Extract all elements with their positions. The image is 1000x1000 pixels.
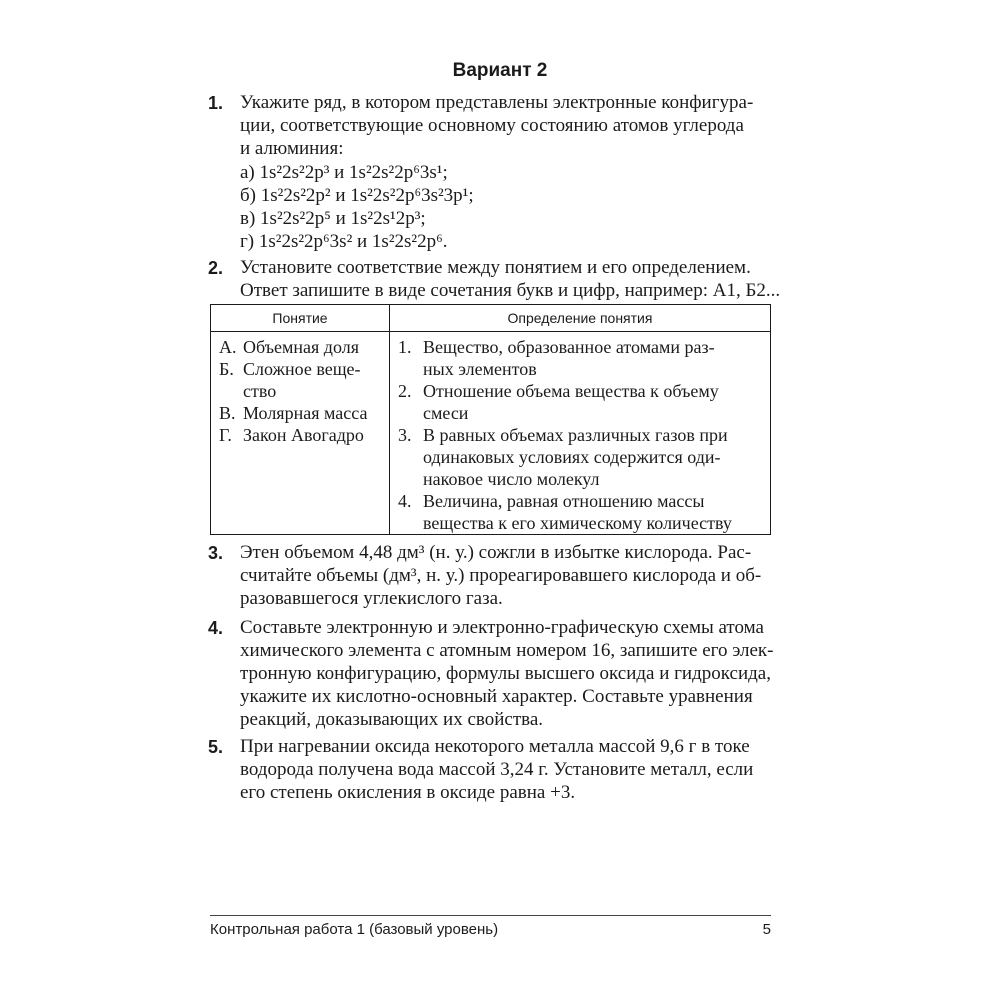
definition-mark: 1. xyxy=(398,337,412,357)
question-3-line: разовавшегося углекислого газа. xyxy=(240,588,503,609)
question-1-number: 1. xyxy=(208,93,224,113)
concept-item xyxy=(219,336,381,358)
question-4-line: химического элемента с атомным номером 16, запишите его элек- xyxy=(240,640,774,661)
definition-mark: 4. xyxy=(398,491,412,511)
definition-item xyxy=(398,490,762,534)
concept-item xyxy=(219,424,381,446)
matching-table xyxy=(210,304,771,535)
definition-line: ных элементов xyxy=(423,359,537,379)
question-1-text xyxy=(240,91,772,160)
question-1-option-b: б) 1s²2s²2p² и 1s²2s²2p⁶3s²3p¹; xyxy=(240,185,474,206)
concept-line: Объемная доля xyxy=(243,337,359,357)
definition-mark: 3. xyxy=(398,425,412,445)
question-1-line: Укажите ряд, в котором представлены электронные конфигура- xyxy=(240,92,754,113)
definitions-list xyxy=(390,332,770,534)
question-3-text xyxy=(240,541,772,610)
definition-item xyxy=(398,424,762,490)
question-3-line: Этен объемом 4,48 дм³ (н. у.) сожгли в избытке кислорода. Рас- xyxy=(240,542,752,563)
question-1-line: и алюминия: xyxy=(240,138,344,159)
question-4-text xyxy=(240,616,772,731)
concepts-list xyxy=(211,332,389,446)
definitions-cell xyxy=(390,332,771,535)
concept-item xyxy=(219,358,381,402)
question-5-line: его степень окисления в оксиде равна +3. xyxy=(240,782,576,803)
question-4-line: тронную конфигурацию, формулы высшего оксида и гидроксида, xyxy=(240,663,771,684)
question-1-line: ции, соответствующие основному состоянию атомов углерода xyxy=(240,115,744,136)
definition-line: В равных объемах различных газов при xyxy=(423,425,728,445)
concept-line: ство xyxy=(243,381,277,401)
definition-line: наковое число молекул xyxy=(423,469,600,489)
question-3-line: считайте объемы (дм³, н. у.) прореагировавшего кислорода и об- xyxy=(240,565,762,586)
definition-line: вещества к его химическому количеству xyxy=(423,513,732,533)
question-4-number: 4. xyxy=(208,618,224,638)
question-2-number: 2. xyxy=(208,258,224,278)
question-1-option-v: в) 1s²2s²2p⁵ и 1s²2s¹2p³; xyxy=(240,208,426,229)
question-2-line: Ответ запишите в виде сочетания букв и цифр, например: А1, Б2... xyxy=(240,280,781,301)
question-2-text xyxy=(240,256,781,302)
definition-item xyxy=(398,380,762,424)
definition-item xyxy=(398,336,762,380)
footer-label: Контрольная работа 1 (базовый уровень) xyxy=(210,921,499,938)
header-concept: Понятие xyxy=(211,305,390,332)
question-4-line: реакций, доказывающих их свойства. xyxy=(240,709,544,730)
concept-mark: А. xyxy=(219,337,237,357)
question-1-option-g: г) 1s²2s²2p⁶3s² и 1s²2s²2p⁶. xyxy=(240,231,448,252)
concept-line: Сложное веще- xyxy=(243,359,361,379)
concepts-cell xyxy=(211,332,390,535)
definition-line: одинаковых условиях содержится оди- xyxy=(423,447,721,467)
question-1-option-a: а) 1s²2s²2p³ и 1s²2s²2p⁶3s¹; xyxy=(240,162,448,183)
definition-line: Величина, равная отношению массы xyxy=(423,491,705,511)
question-4-line: Составьте электронную и электронно-графическую схемы атома xyxy=(240,617,764,638)
page-number: 5 xyxy=(762,921,771,938)
question-5-number: 5. xyxy=(208,737,224,757)
question-4-line: укажите их кислотно-основный характер. Составьте уравнения xyxy=(240,686,753,707)
question-5-line: При нагревании оксида некоторого металла массой 9,6 г в токе xyxy=(240,736,750,757)
footer-rule xyxy=(210,915,771,916)
question-5-text xyxy=(240,735,772,804)
concept-mark: Б. xyxy=(219,359,234,379)
definition-line: Вещество, образованное атомами раз- xyxy=(423,337,715,357)
concept-mark: В. xyxy=(219,403,236,423)
concept-mark: Г. xyxy=(219,425,232,445)
definition-line: Отношение объема вещества к объему xyxy=(423,381,719,401)
concept-item xyxy=(219,402,381,424)
question-2-line: Установите соответствие между понятием и его определением. xyxy=(240,257,751,278)
concept-line: Молярная масса xyxy=(243,403,368,423)
question-3-number: 3. xyxy=(208,543,224,563)
question-5-line: водорода получена вода массой 3,24 г. Установите металл, если xyxy=(240,759,754,780)
header-definition: Определение понятия xyxy=(390,305,771,332)
concept-line: Закон Авогадро xyxy=(243,425,364,445)
definition-line: смеси xyxy=(423,403,469,423)
variant-title: Вариант 2 xyxy=(452,60,548,81)
definition-mark: 2. xyxy=(398,381,412,401)
